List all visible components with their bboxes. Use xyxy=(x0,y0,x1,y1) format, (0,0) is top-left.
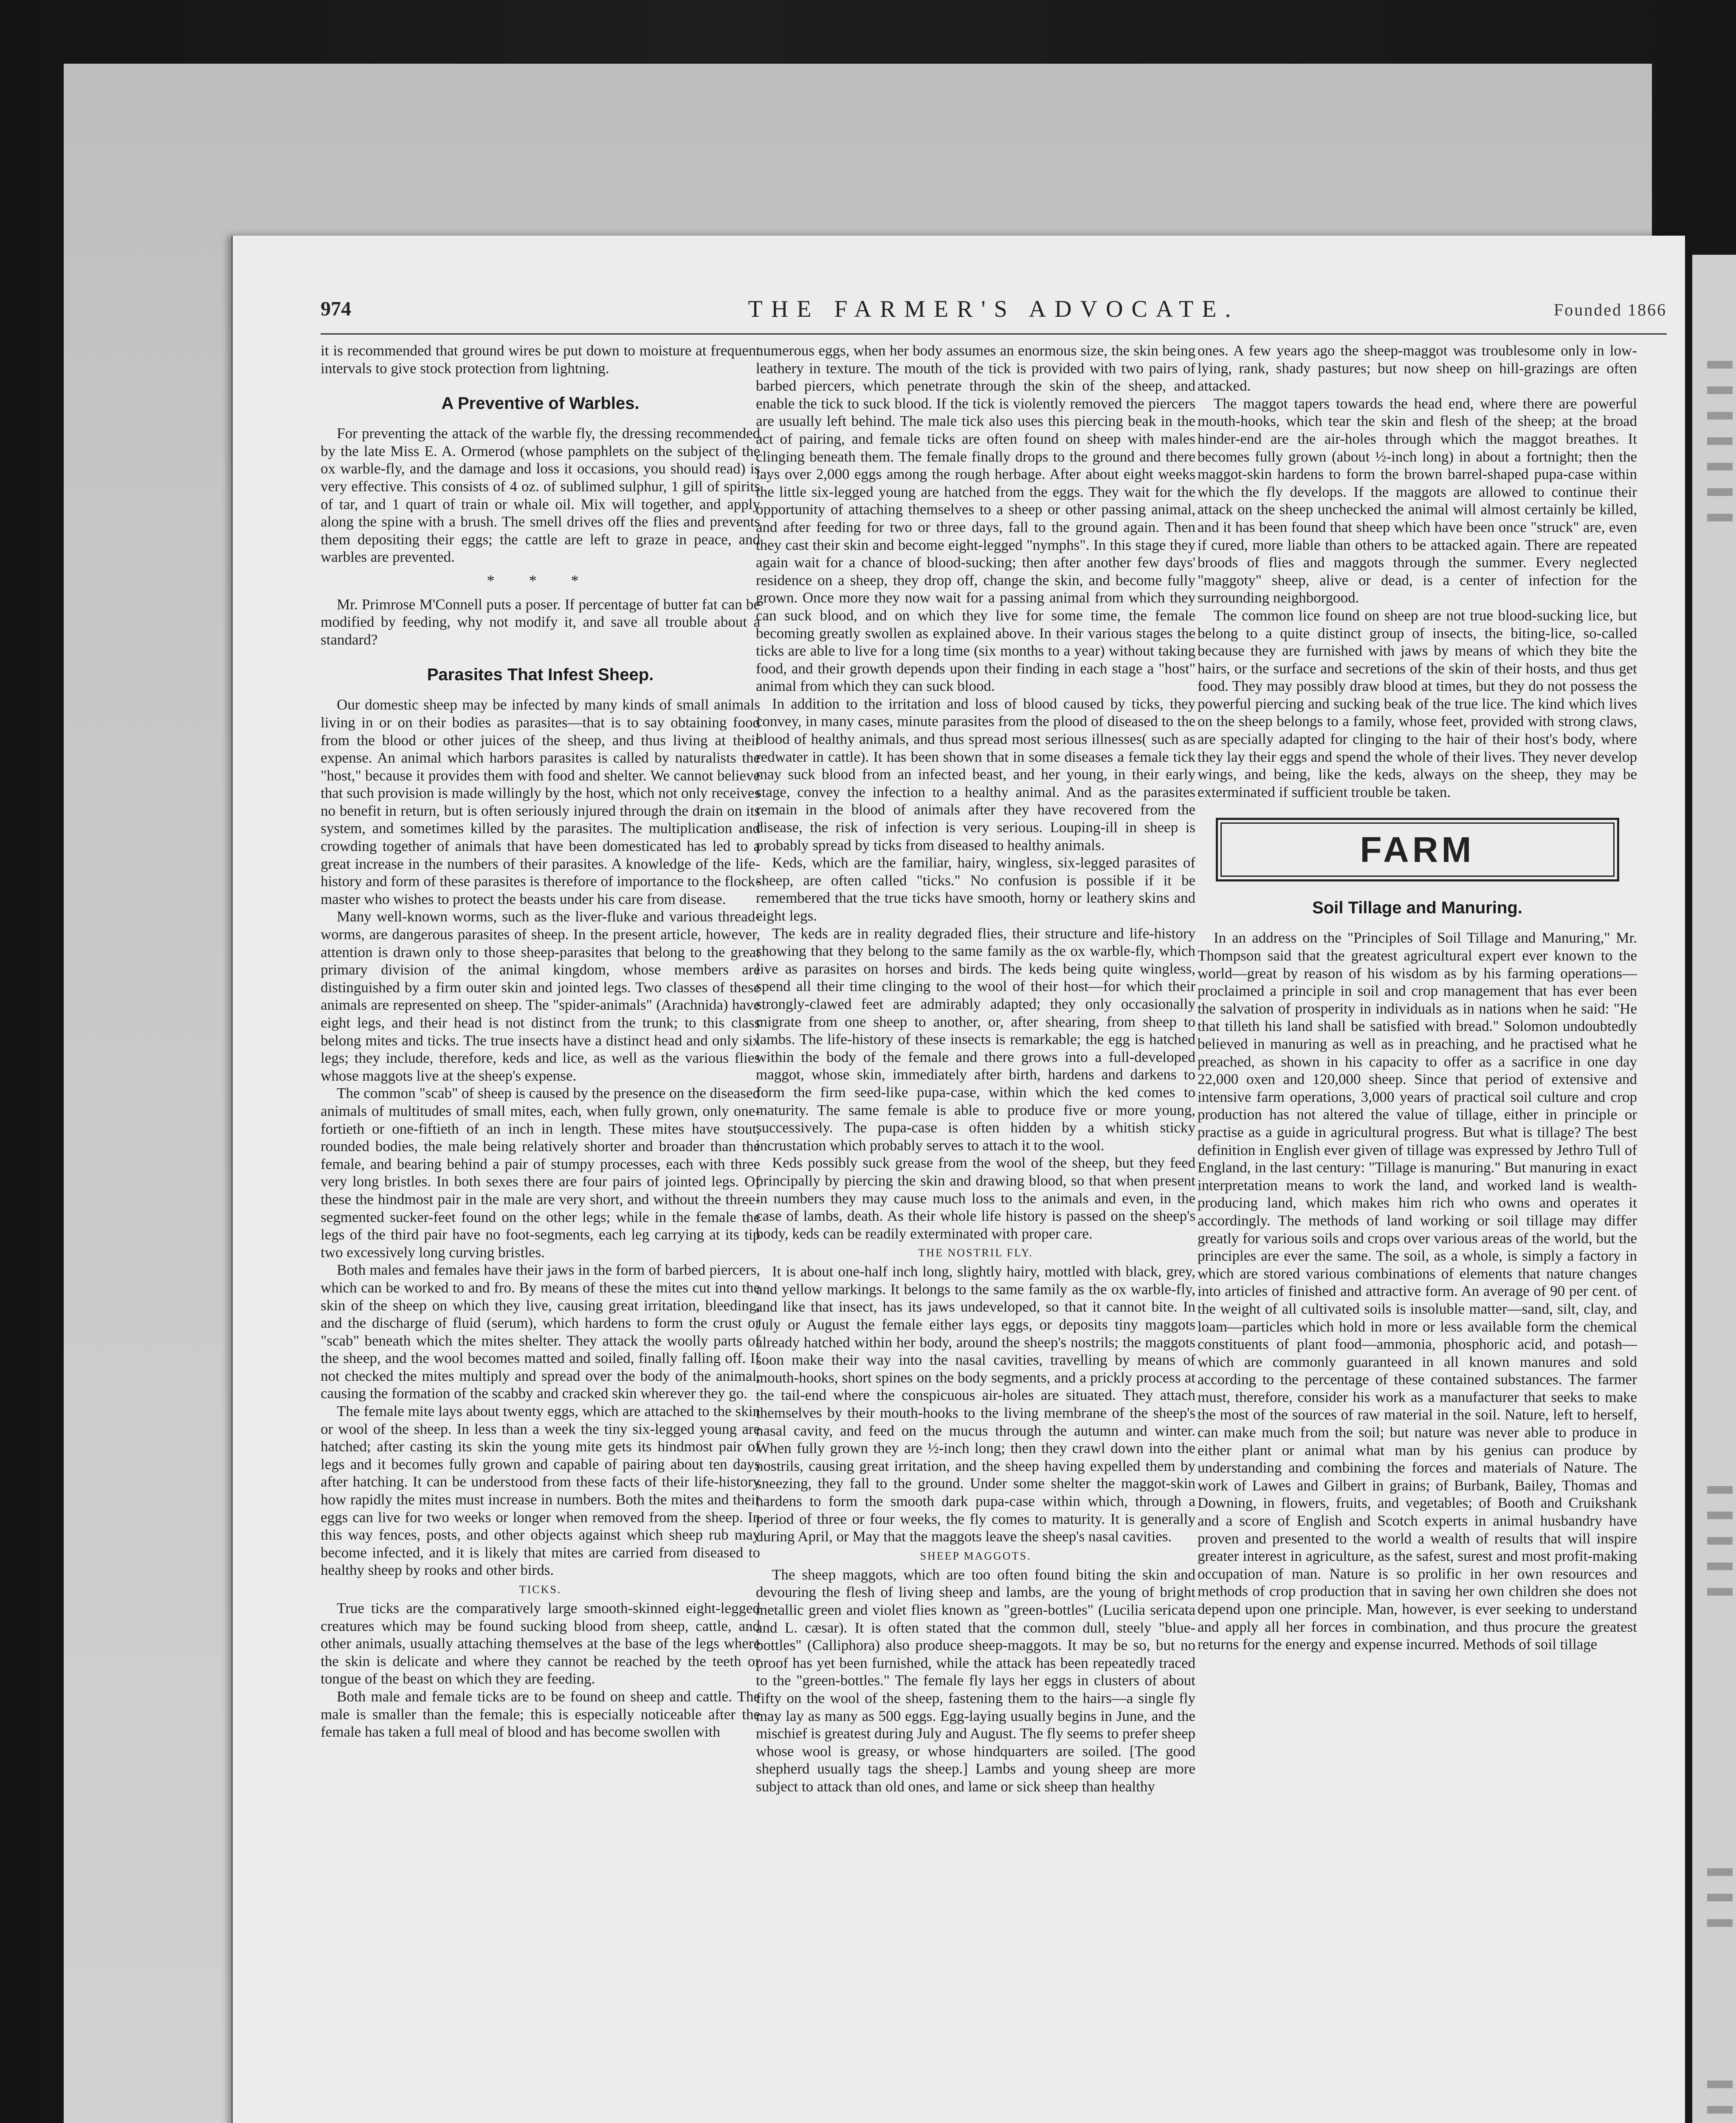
paragraph: It is about one-half inch long, slightly hairy, mottled with black, grey, and yellow markings. It belongs to the same family as the ox warble-fly, and like that insect, has its jaws undeveloped, so that it cannot bite. In July or August the female either lays eggs, or deposits tiny maggots already hatched within her body, around the sheep's nostrils; the maggots soon make their way into the nasal cavities, travelling by means of mouth-hooks, short spines on the body segments, and a prickly process at the tail-end where the conspicuous air-holes are situated. They attach themselves by their mouth-hooks to the living membrane of the sheep's nasal cavity, and feed on the mucus through the autumn and winter. When fully grown they are ½-inch long; then they crawl down into the nostrils, causing great irritation, and the sheep having expelled them by sneezing, they fall to the ground. Under some shelter the maggot-skin hardens to form the smooth dark pupa-case within which, through a period of three or four weeks, the fly comes to maturity. It is generally during April, or May that the maggots leave the sheep's nasal cavities. xyxy=(756,1263,1195,1545)
adjacent-text-fragment xyxy=(1707,1512,1733,1519)
paragraph: Many well-known worms, such as the liver-fluke and various thread-worms, are dangerous parasites of sheep. In the present article, however, attention is drawn only to those sheep-parasites that belong to the great primary division of the animal kingdom, whose members are distinguished by a firm outer skin and jointed legs. Two classes of these animals are represented on sheep. The "spider-animals" (Arachnida) have eight legs, and their head is not distinct from the trunk; to this class belong mites and ticks. The true insects have a distinct head and only six legs; they include, therefore, keds and lice, as well as the various flies whose maggots live at the sheep's expense. xyxy=(321,908,760,1084)
adjacent-text-fragment xyxy=(1707,1486,1733,1494)
subhead-nostril-fly: THE NOSTRIL FLY. xyxy=(918,1247,1033,1259)
paragraph: ones. A few years ago the sheep-maggot was troublesome only in low-lying, rank, shady pastures; but now sheep on hill-grazings are often attacked. xyxy=(1198,342,1637,394)
paragraph: The female mite lays about twenty eggs, which are attached to the skin or wool of the sheep. In less than a week the tiny six-legged young are hatched; after casting its skin the young mite gets its hindmost pair of legs and it becomes fully grown and capable of pairing about ten days after hatching. It can be understood from these facts of their life-history how rapidly the mites must increase in numbers. Both the mites and their eggs can live for two weeks or longer when removed from the sheep. In this way fences, posts, and other objects against which sheep rub may become infected, and it is likely that mites are carried from diseased to healthy sheep by rooks and other birds. xyxy=(321,1403,760,1579)
paragraph: The sheep maggots, which are too often found biting the skin and devouring the flesh of living sheep and lambs, are the young of bright metallic green and violet flies known as "green-bottles" (Lucilia sericata and L. cæsar). It is often stated that the common dull, steely "blue-bottles" (Calliphora) also produce sheep-maggots. It may be so, but no proof has yet been furnished, while the attack has been repeatedly traced to the "green-bottles." The female fly lays her eggs in clusters of about fifty on the wool of the sheep, fastening them to the hairs—a single fly may lay as many as 500 eggs. Egg-laying usually begins in June, and the mischief is greatest during July and August. The fly seems to prefer sheep whose wool is greasy, or whose hindquarters are soiled. [The good shepherd usually tags the sheep.] Lambs and young sheep are more subject to attack than old ones, and lame or sick sheep than healthy xyxy=(756,1566,1195,1795)
paragraph: Both males and females have their jaws in the form of barbed piercers, which can be worked to and fro. By means of these the mites cut into the skin of the sheep on which they live, causing great irritation, bleeding, and the discharge of fluid (serum), which hardens to form the crust or "scab" beneath which the mites shelter. They attack the woolly parts of the sheep, and the wool becomes matted and soiled, finally falling off. If not checked the mites multiply and spread over the body of the animal, causing the formation of the scabby and cracked skin wherever they go. xyxy=(321,1261,760,1402)
adjacent-text-fragment xyxy=(1707,437,1733,445)
adjacent-page-strip xyxy=(1692,255,1736,2123)
paragraph: Both male and female ticks are to be found on sheep and cattle. The male is smaller than the female; this is especially noticeable after the female has taken a full meal of blood and has become swollen with xyxy=(321,1688,760,1740)
adjacent-text-fragment xyxy=(1707,1563,1733,1570)
adjacent-text-fragment xyxy=(1707,2106,1733,2114)
subhead-sheep-maggots: SHEEP MAGGOTS. xyxy=(920,1549,1031,1562)
farm-section-banner xyxy=(1216,818,1619,881)
header-rule xyxy=(321,333,1667,335)
paragraph: The keds are in reality degraded flies, their structure and life-history showing that they belong to the same family as the ox warble-fly, which live as parasites on horses and birds. The keds being quite wingless, spend all their time clinging to the wool of their host—for which their strongly-clawed feet are admirably adapted; they only occasionally migrate from one sheep to another, or, after shearing, from sheep to lambs. The life-history of these insects is remarkable; the egg is hatched within the body of the female and there grows into a full-developed maggot, whose skin, immediately after birth, hardens and darkens to form the firm seed-like pupa-case, within which the ked comes to maturity. The same female is able to produce five or more young, successively. The pupa-case is often hidden by a whitish sticky incrustation which probably serves to attach it to the wool. xyxy=(756,925,1195,1154)
article-title-parasites: Parasites That Infest Sheep. xyxy=(427,665,654,684)
paragraph: numerous eggs, when her body assumes an enormous size, the skin being leathery in texture. The mouth of the tick is provided with two pairs of barbed piercers, which penetrate through the skin of the sheep, and enable the tick to suck blood. If the tick is violently removed the piercers are usually left behind. The male tick also uses this piercing beak in the act of pairing, and female ticks are often found on sheep with males clinging beneath them. The female finally drops to the ground and there lays over 2,000 eggs among the rough herbage. After about eight weeks the little six-legged young are hatched from the eggs. They wait for the opportunity of attaching themselves to a sheep or other passing animal, and after feeding for two or three days, fall to the ground again. Then they cast their skin and become eight-legged "nymphs". In this stage they again wait for a chance of blood-sucking; then after another few days' residence on a sheep, they drop off, change the skin, and become fully grown. Once more they now wait for a passing animal from which they can suck blood, and on which they live for some time, the female becoming greatly swollen as explained above. In their various stages the ticks are able to live for a long time (six months to a year) without taking food, and their growth depends upon their finding in each stage a "host" animal from which they can suck blood. xyxy=(756,342,1195,695)
paragraph: Our domestic sheep may be infected by many kinds of small animals living in or on their bodies as parasites—that is to say obtaining food from the blood or other juices of the sheep, and thus living at their expense. An animal which harbors parasites is called by naturalists the "host," because it provides them with food and shelter. We cannot believe that such provision is made willingly by the host, which not only receives no benefit in return, but is often seriously injured through the drain on its system, and sometimes killed by the parasites. The multiplication and crowding together of animals that have been domesticated has led to a great increase in the numbers of their parasites. A knowledge of the life-history and form of these parasites is therefore of importance to the flock-master who wishes to protect the beasts under his care from disease. xyxy=(321,696,760,907)
paragraph: Mr. Primrose M'Connell puts a poser. If percentage of butter fat can be modified by feeding, why not modify it, and save all trouble about a standard? xyxy=(321,596,760,648)
adjacent-text-fragment xyxy=(1707,386,1733,394)
column-2 xyxy=(756,342,1195,1796)
adjacent-text-fragment xyxy=(1707,1537,1733,1545)
adjacent-text-fragment xyxy=(1707,361,1733,369)
paragraph: In an address on the "Principles of Soil Tillage and Manuring," Mr. Thompson said that the greatest agricultural expert ever known to the world—great by reason of his wisdom as by his farming operations—proclaimed a principle in soil and crop management that has ever been the salvation of prosperity in individuals as in nations when he said: "He that tilleth his land shall be satisfied with bread." Solomon undoubtedly believed in manuring as well as in preaching, and he practised what he preached, as shown in his capacity to offer as a sacrifice in one day 22,000 oxen and 120,000 sheep. Since that period of extensive and intensive farm operations, 3,000 years of practical soil culture and crop production has not altered the value of tillage, either in principle or practise as a guide in agricultural progress. But what is tillage? The best definition in English ever given of tillage was expressed by Jethro Tull of England, in the last century: "Tillage is manuring." But manuring in exact interpretation means to work the land, and worked land is wealth-producing land, which makes him rich who owns and operates it accordingly. The methods of land working or soil tillage may differ greatly for various soils and crops over various areas of the world, but the principles are ever the same. The soil, as a whole, is simply a factory in which are stored various combinations of elements that nature changes into articles of finished and attractive form. An average of 90 per cent. of the weight of all cultivated soils is insoluble matter—sand, silt, clay, and loam—particles which hold in more or less available form the chemical constituents of plant food—ammonia, phosphoric acid, and potash—which are commonly guaranteed in all known manures and sold according to the percentage of these contained substances. The farmer must, therefore, consider his work as a manufacturer that seeks to make the most of the sources of raw material in the soil. Nature, left to herself, can make much from the soil; but nature was never able to produce in either plant or animal what man by his genius can produce by understanding and combining the forces and materials of Nature. The work of Lawes and Gilbert in grains; of Burbank, Bailey, Thomas and Downing, in flowers, fruits, and vegetables; of Booth and Cruikshank and a score of English and Scotch experts in animal husbandry have proven and presented to the world a wealth of results that will inspire greater interest in agriculture, as the safest, surest and most profit-making occupation of man. Nature is so prolific in her own resources and methods of crop production that in saving her own children she does not depend upon one principle. Man, however, is ever seeking to understand and apply all her forces in combination, and thus procure the greatest returns for the energy and expense incurred. Methods of soil tillage xyxy=(1198,929,1637,1653)
paragraph: The common "scab" of sheep is caused by the presence on the diseased animals of multitudes of small mites, each, when fully grown, only one-fortieth or one-fiftieth of an inch in length. These mites have stout, rounded bodies, the male being relatively shorter and broader than the female, and bearing behind a pair of stumpy processes, each with three very long bristles. In both sexes there are four pairs of jointed legs. Of these the hindmost pair in the male are very short, and without the three-segmented sucker-feet found on the other legs; while in the female the legs of the third pair have no foot-segments, each leg carrying at its tip two excessively long curving bristles. xyxy=(321,1085,760,1261)
paragraph: True ticks are the comparatively large smooth-skinned eight-legged creatures which may be found sucking blood from sheep, cattle, and other animals, usually attaching themselves at the base of the legs where the skin is delicate and where they cannot be reached by the teeth or tongue of the beast on which they are feeding. xyxy=(321,1600,760,1687)
adjacent-text-fragment xyxy=(1707,1868,1733,1876)
page-number: 974 xyxy=(321,298,351,320)
adjacent-text-fragment xyxy=(1707,514,1733,521)
page-header xyxy=(321,297,1667,331)
section-separator: * * * xyxy=(487,572,594,589)
column-1 xyxy=(321,342,760,1741)
paragraph: The maggot tapers towards the head end, where there are powerful mouth-hooks, which tear the skin and flesh of the sheep; at the broad hinder-end are the air-holes through which the maggot breathes. It becomes fully grown (about ½-inch long) in about a fortnight; then the maggot-skin hardens to form the brown barrel-shaped pupa-case within which the fly develops. If the maggots are allowed to continue their attack on the sheep unchecked the animal will almost certainly be killed, and it has been found that sheep which have been once "struck" are, even if cured, more liable than others to be attacked again. There are repeated broods of flies and maggots through the summer. Every neglected "maggoty" sheep, alive or dead, is a center of infection for the surrounding neighborgood. xyxy=(1198,395,1637,606)
adjacent-text-fragment xyxy=(1707,2081,1733,2088)
adjacent-text-fragment xyxy=(1707,463,1733,470)
subhead-ticks: TICKS. xyxy=(519,1583,562,1596)
paragraph: Keds possibly suck grease from the wool of the sheep, but they feed principally by piercing the skin and drawing blood, so that when present in numbers they may cause much loss to the animals and even, in the case of lambs, death. As their whole life history is passed on the sheep's body, keds can be readily exterminated with proper care. xyxy=(756,1154,1195,1242)
paragraph: The common lice found on sheep are not true blood-sucking lice, but belong to a quite distinct group of insects, the biting-lice, so-called because they are furnished with jaws by means of which they bite the hairs, or the surface and secretions of the skin of their hosts, and thus get food. They may possibly draw blood at times, but they do not possess the powerful piercing and sucking beak of the true lice. The kind which lives on the sheep belongs to a family, whose feet, provided with strong claws, are specially adapted for clinging to the hair of their host's body, where they lay their eggs and spend the whole of their lives. They never develop wings, and being, like the keds, always on the sheep, they may be exterminated if sufficient trouble be taken. xyxy=(1198,607,1637,800)
adjacent-text-fragment xyxy=(1707,412,1733,420)
founded-label: Founded 1866 xyxy=(1554,300,1667,319)
masthead: THE FARMER'S ADVOCATE. xyxy=(748,296,1240,322)
intro-paragraph: it is recommended that ground wires be put down to moisture at frequent intervals to give stock protection from lightning. xyxy=(321,342,760,377)
article-title-soil-tillage: Soil Tillage and Manuring. xyxy=(1312,898,1522,918)
paragraph: Keds, which are the familiar, hairy, wingless, six-legged parasites of sheep, are often called "ticks." No confusion is possible if it be remembered that the true ticks have smooth, horny or leathery skins and eight legs. xyxy=(756,854,1195,924)
paragraph: For preventing the attack of the warble fly, the dressing recommended by the late Miss E. A. Ormerod (whose pamphlets on the subject of the ox warble-fly, and the damage and loss it occasions, you should read) is very effective. This consists of 4 oz. of sublimed sulphur, 1 gill of spirits of tar, and 1 quart of train or whale oil. Mix will together, and apply along the spine with a brush. The smell drives off the flies and prevents them depositing their eggs; the cattle are left to graze in peace, and warbles are prevented. xyxy=(321,425,760,566)
adjacent-text-fragment xyxy=(1707,1588,1733,1596)
adjacent-text-fragment xyxy=(1707,488,1733,496)
adjacent-text-fragment xyxy=(1707,1919,1733,1927)
adjacent-text-fragment xyxy=(1707,1894,1733,1901)
article-title-warbles: A Preventive of Warbles. xyxy=(441,394,640,413)
column-3 xyxy=(1198,342,1637,1653)
paragraph: In addition to the irritation and loss of blood caused by ticks, they convey, in many cases, minute parasites from the plood of diseased to the blood of healthy animals, and thus spread most serious illnesses( such as redwater in cattle). It has been shown that in some diseases a female tick may suck blood from an infected beast, and her young, in their early stage, convey the infection to a healthy animal. And as the parasites remain in the blood of animals after they have recovered from the disease, the risk of infection is very serious. Louping-ill in sheep is probably spread by ticks from diseased to healthy animals. xyxy=(756,695,1195,853)
farm-section-label: FARM xyxy=(1360,829,1475,870)
